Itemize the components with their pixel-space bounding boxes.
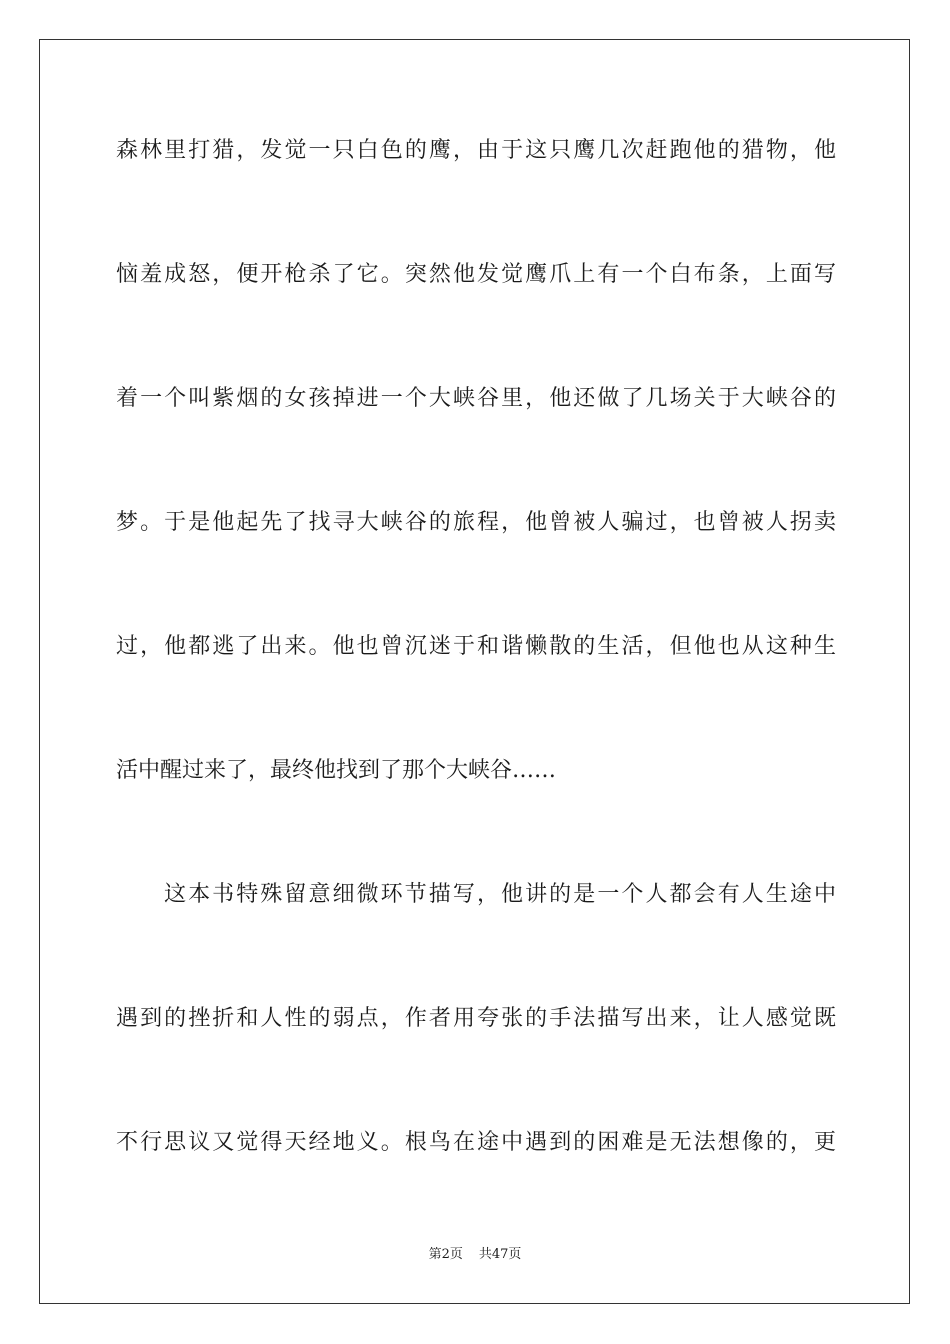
page-footer — [0, 1246, 950, 1264]
text-line-4: 梦。于是他起先了找寻大峡谷的旅程，他曾被人骗过，也曾被人拐卖 — [116, 510, 836, 535]
paragraph-start-line: 这本书特殊留意细微环节描写，他讲的是一个人都会有人生途中 — [164, 882, 836, 907]
page-number: 第2页 — [428, 1247, 463, 1262]
text-line-6: 活中醒过来了，最终他找到了那个大峡谷…… — [116, 758, 557, 783]
page-border — [39, 39, 910, 1304]
text-line-5: 过，他都逃了出来。他也曾沉迷于和谐懒散的生活，但他也从这种生 — [116, 634, 836, 659]
text-line-1: 森林里打猎，发觉一只白色的鹰，由于这只鹰几次赶跑他的猎物，他 — [116, 138, 836, 163]
page-total: 共47页 — [478, 1247, 522, 1262]
text-line-2: 恼羞成怒，便开枪杀了它。突然他发觉鹰爪上有一个白布条，上面写 — [116, 262, 836, 287]
text-line-8: 遇到的挫折和人性的弱点，作者用夸张的手法描写出来，让人感觉既 — [116, 1006, 836, 1031]
text-line-3: 着一个叫紫烟的女孩掉进一个大峡谷里，他还做了几场关于大峡谷的 — [116, 386, 836, 411]
text-line-9: 不行思议又觉得天经地义。根鸟在途中遇到的困难是无法想像的，更 — [116, 1130, 836, 1155]
